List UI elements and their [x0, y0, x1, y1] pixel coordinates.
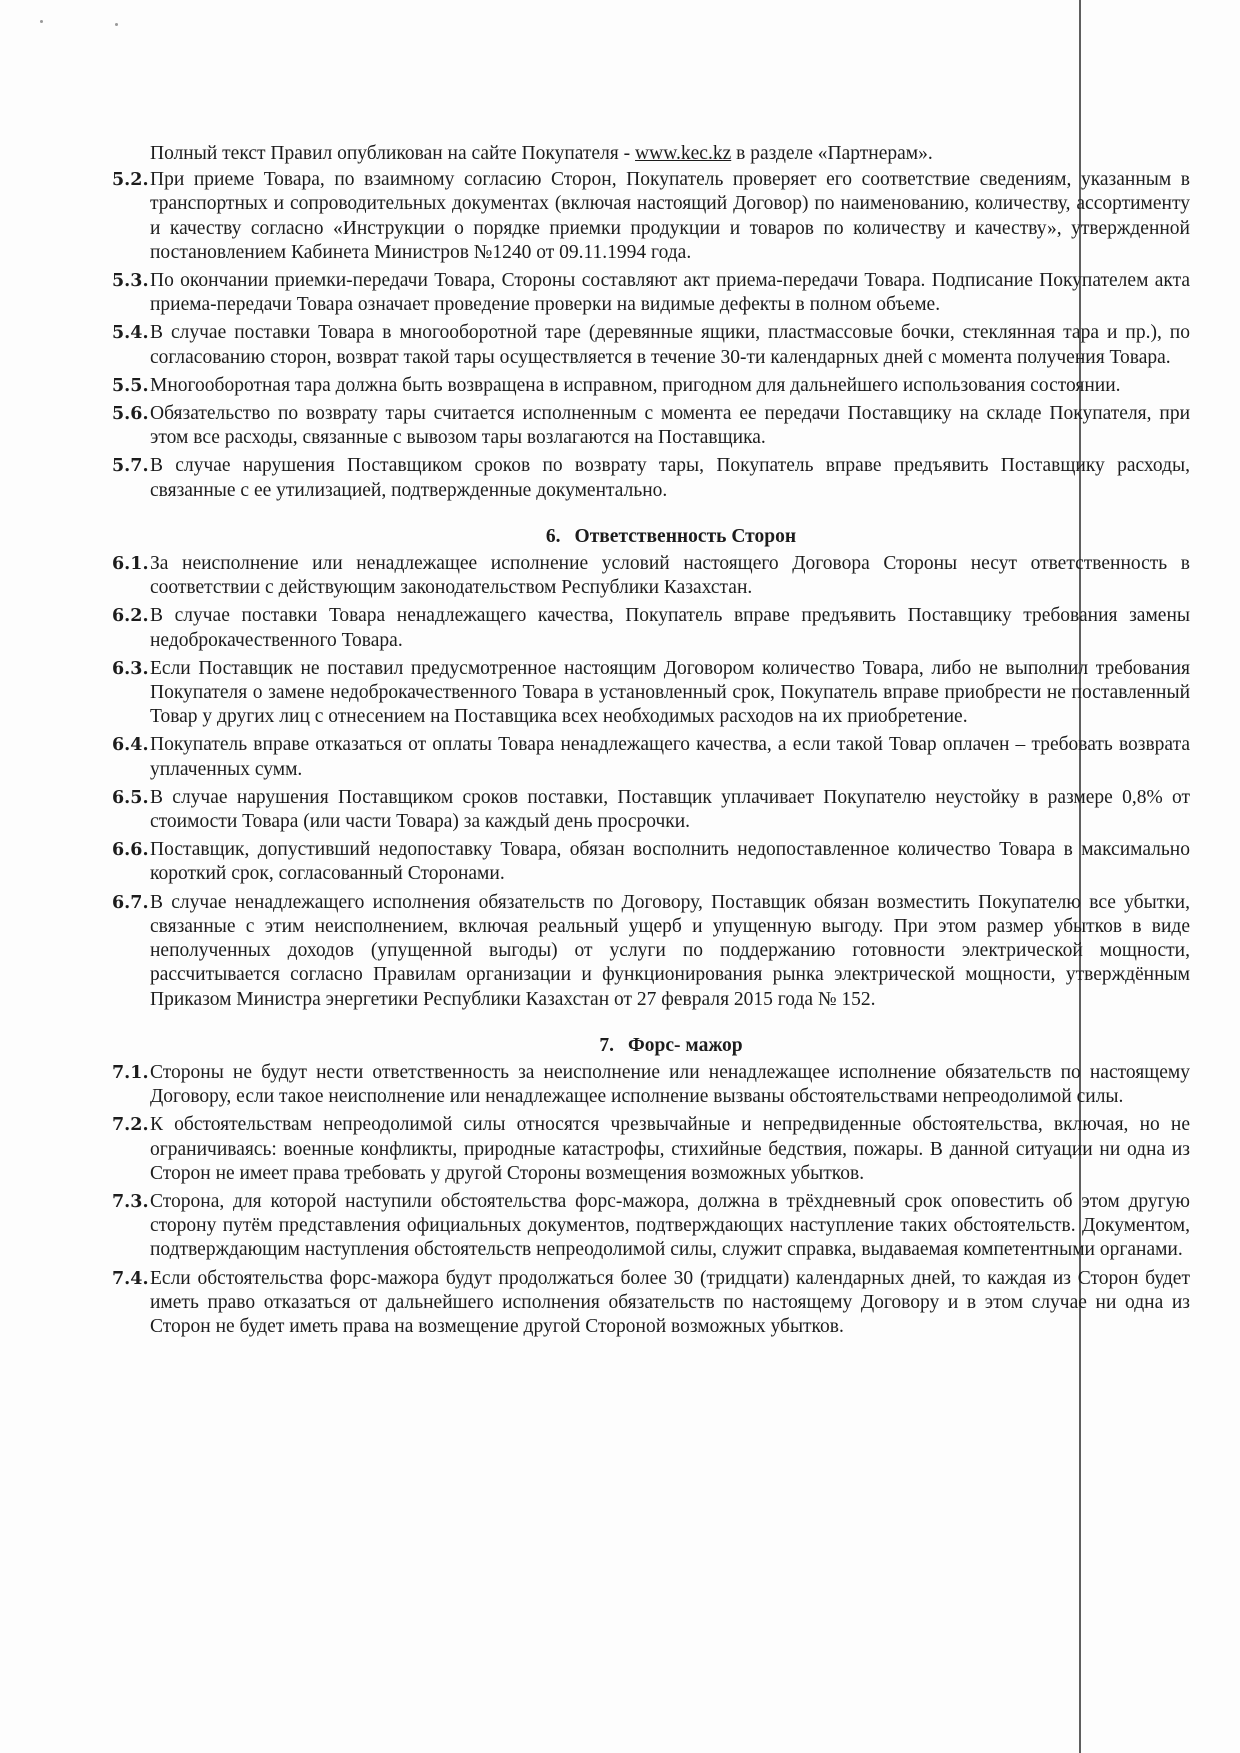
intro-prefix: Полный текст Правил опубликован на сайте Покупателя -	[150, 143, 636, 164]
section-6-title: Ответственность Сторон	[574, 525, 797, 547]
clause-number: 6.4.	[112, 735, 149, 756]
clause-number: 6.2.	[112, 606, 149, 627]
clause-item	[112, 657, 1190, 730]
clause-text: В случае поставки Товара в многооборотной таре (деревянные ящики, пластмассовые бочки, стеклянная тара и пр.), по согласованию сторон, возврат такой тары осуществляется в течение 30-ти календарных дней с момента получения Товара.	[150, 322, 1190, 368]
clause-number: 5.7.	[112, 456, 149, 477]
clause-item	[112, 454, 1190, 502]
clause-text: К обстоятельствам непреодолимой силы относятся чрезвычайные и непредвиденные обстоятельства, включая, но не ограничиваясь: военные конфликты, природные катастрофы, стихийные бедствия, пожары. В данной ситуации ни одна из Сторон не имеет права требовать у другой Стороны возмещения возможных убытков.	[150, 1114, 1190, 1184]
clause-item	[112, 604, 1190, 652]
clause-text: Стороны не будут нести ответственность за неисполнение или ненадлежащее исполнение обязательств по настоящему Договору, если такое неисполнение или ненадлежащее исполнение вызваны обстоятельствами непреодолимой силы.	[150, 1061, 1190, 1108]
clause-text: В случае нарушения Поставщиком сроков по возврату тары, Покупатель вправе предъявить Поставщику расходы, связанные с ее утилизацией, подтвержденные документально.	[150, 455, 1190, 501]
section-6-heading	[112, 525, 1190, 549]
clause-text: За неисполнение или ненадлежащее исполнение условий настоящего Договора Стороны несут ответственность в соответствии с действующим законодательством Республики Казахстан.	[150, 553, 1190, 599]
clause-item	[112, 1190, 1190, 1263]
intro-paragraph	[112, 142, 1190, 166]
clause-text: Поставщик, допустивший недопоставку Товара, обязан восполнить недопоставленное количество Товара в максимально короткий срок, согласованный Сторонами.	[150, 839, 1190, 885]
clause-number: 5.2.	[112, 170, 149, 191]
clause-item	[112, 838, 1190, 886]
website-link[interactable]: www.kec.kz	[635, 143, 732, 164]
clause-text: Многооборотная тара должна быть возвращена в исправном, пригодном для дальнейшего использования состоянии.	[150, 374, 1121, 396]
clause-text: Покупатель вправе отказаться от оплаты Товара ненадлежащего качества, а если такой Товар оплачен – требовать возврата уплаченных сумм.	[150, 734, 1190, 780]
clause-number: 5.6.	[112, 404, 149, 425]
clause-number: 6.6.	[112, 840, 149, 861]
clause-item	[112, 733, 1190, 781]
clause-text: Обязательство по возврату тары считается исполненным с момента ее передачи Поставщику на складе Покупателя, при этом все расходы, связанные с вывозом тары возлагаются на Поставщика.	[150, 403, 1190, 449]
clause-number: 5.4.	[112, 323, 149, 344]
clause-text: В случае ненадлежащего исполнения обязательств по Договору, Поставщик обязан возместить Покупателю все убытки, связанные с этим неисполнением, включая реальный ущерб и упущенную выгоду. При этом размер убытков в виде неполученных доходов (упущенной выгоды) от услуги по поддержанию готовности электрической мощности, рассчитывается согласно Правилам организации и функционирования рынка электрической мощности, утверждённым Приказом Министра энергетики Республики Казахстан от 27 февраля 2015 года № 152.	[150, 891, 1190, 1010]
clause-number: 5.3.	[112, 271, 149, 292]
clause-item	[112, 321, 1190, 369]
section-5-items	[112, 168, 1190, 503]
section-7-items	[112, 1061, 1190, 1339]
scan-speck	[115, 23, 118, 26]
clause-number: 5.5.	[112, 375, 149, 396]
clause-number: 7.3.	[112, 1191, 149, 1212]
scan-speck	[40, 20, 43, 23]
clause-text: В случае нарушения Поставщиком сроков поставки, Поставщик уплачивает Покупателю неустойку в размере 0,8% от стоимости Товара (или части Товара) за каждый день просрочки.	[150, 786, 1190, 833]
clause-text: Если обстоятельства форс-мажора будут продолжаться более 30 (тридцати) календарных дней, то каждая из Сторон будет иметь право отказаться от дальнейшего исполнения обязательств по настоящему Договору и в этом случае ни одна из Сторон не будет иметь права на возмещение другой Стороной возможных убытков.	[150, 1267, 1190, 1337]
clause-item	[112, 891, 1190, 1012]
section-6-number: 6.	[545, 525, 561, 547]
clause-number: 6.1.	[112, 554, 149, 575]
clause-item	[112, 552, 1190, 600]
clause-item	[112, 1061, 1190, 1109]
clause-text: В случае поставки Товара ненадлежащего качества, Покупатель вправе предъявить Поставщику требования замены недоброкачественного Товара.	[150, 605, 1190, 651]
clause-number: 7.4.	[112, 1268, 149, 1289]
section-6-items	[112, 552, 1190, 1012]
clause-text: Сторона, для которой наступили обстоятельства форс-мажора, должна в трёхдневный срок оповестить об этом другую сторону путём представления официальных документов, подтверждающих наступление таких обстоятельств. Документом, подтверждающим наступления обстоятельств непреодолимой силы, служит справка, выдаваемая компетентными органами.	[150, 1190, 1190, 1261]
clause-item	[112, 269, 1190, 317]
clause-number: 6.3.	[112, 658, 149, 679]
clause-item	[112, 1267, 1190, 1340]
intro-suffix: в разделе «Партнерам».	[731, 143, 933, 164]
section-7-heading	[112, 1034, 1190, 1058]
clause-text: Если Поставщик не поставил предусмотренное настоящим Договором количество Товара, либо не выполнил требования Покупателя о замене недоброкачественного Товара в установленный срок, Покупатель вправе приобрести не поставленный Товар у других лиц с отнесением на Поставщика всех необходимых расходов на их приобретение.	[150, 657, 1190, 728]
clause-item	[112, 402, 1190, 450]
clause-number: 7.1.	[112, 1062, 149, 1083]
document-body	[112, 142, 1190, 1343]
clause-number: 6.5.	[112, 787, 149, 808]
clause-item	[112, 786, 1190, 834]
section-7-number: 7.	[599, 1034, 615, 1056]
clause-text: При приеме Товара, по взаимному согласию Сторон, Покупатель проверяет его соответствие сведениям, указанным в транспортных и сопроводительных документах (включая настоящий Договор) по наименованию, количеству, ассортименту и качеству согласно «Инструкции о порядке приемки продукции и товаров по количеству и качеству», утвержденной постановлением Кабинета Министров №1240 от 09.11.1994 года.	[150, 169, 1190, 263]
clause-item	[112, 374, 1190, 398]
clause-item	[112, 168, 1190, 265]
clause-number: 7.2.	[112, 1115, 149, 1136]
section-7-title: Форс- мажор	[628, 1034, 743, 1056]
clause-text: По окончании приемки-передачи Товара, Стороны составляют акт приема-передачи Товара. Подписание Покупателем акта приема-передачи Товара означает проведение проверки на видимые дефекты в полном объеме.	[150, 270, 1190, 316]
clause-number: 6.7.	[112, 892, 149, 913]
clause-item	[112, 1113, 1190, 1186]
